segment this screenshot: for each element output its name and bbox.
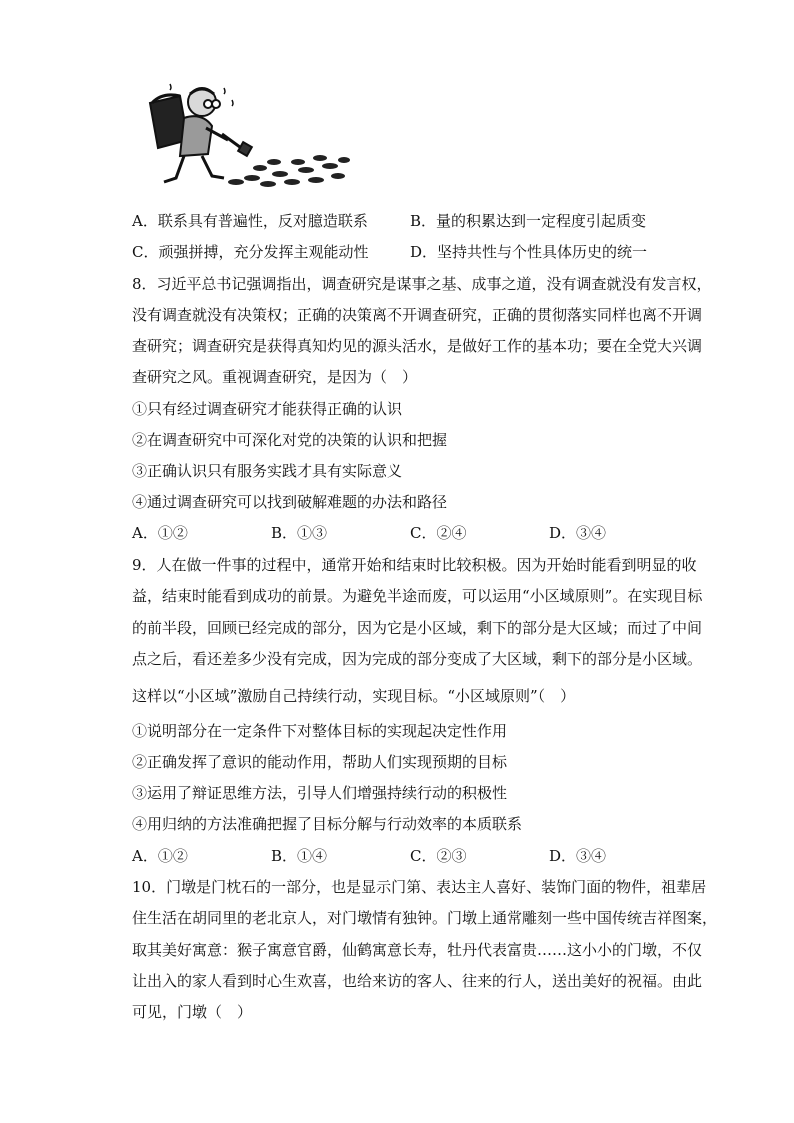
q9-option-c[interactable]: C．②③ (410, 847, 467, 865)
q9-stem-line: 9．人在做一件事的过程中，通常开始和结束时比较积极。因为开始时能看到明显的收 (132, 556, 697, 574)
q10-stem-line: 可见，门墩（ ） (132, 1003, 253, 1021)
q8-stem-line: 8．习近平总书记强调指出，调查研究是谋事之基、成事之道，没有调查就没有发言权， (132, 275, 712, 293)
q8-stem-line: 查研究之风。重视调查研究，是因为（ ） (132, 368, 418, 386)
q9-option-d[interactable]: D．③④ (549, 847, 607, 865)
q10-stem-line: 住生活在胡同里的老北京人，对门墩情有独钟。门墩上通常雕刻一些中国传统吉祥图案， (132, 909, 718, 927)
q7-option-b[interactable]: B．量的积累达到一定程度引起质变 (410, 212, 647, 230)
q7-option-d[interactable]: D．坚持共性与个性具体历史的统一 (410, 243, 648, 261)
person-figure (150, 84, 252, 182)
q10-stem-line: 10．门墩是门枕石的一部分，也是显示门第、表达主人喜好、装饰门面的物件，祖辈居 (132, 878, 707, 896)
q8-option-b[interactable]: B．①③ (271, 524, 328, 542)
q9-stem-line: 点之后，看还差多少没有完成，因为完成的部分变成了大区域，剩下的部分是小区域。 (132, 650, 703, 668)
q10-stem-line: 取其美好寓意：猴子寓意官爵，仙鹤寓意长寿，牡丹代表富贵……这小小的门墩，不仅 (132, 941, 703, 959)
q9-statement: ③运用了辩证思维方法，引导人们增强持续行动的积极性 (132, 784, 508, 802)
q8-statement: ③正确认识只有服务实践才具有实际意义 (132, 462, 403, 480)
q8-statement: ①只有经过调查研究才能获得正确的认识 (132, 400, 403, 418)
q8-option-c[interactable]: C．②④ (410, 524, 467, 542)
q9-option-a[interactable]: A．①② (132, 847, 188, 865)
q9-option-b[interactable]: B．①④ (271, 847, 328, 865)
q8-option-a[interactable]: A．①② (132, 524, 188, 542)
q8-stem-line: 查研究；调查研究是获得真知灼见的源头活水，是做好工作的基本功；要在全党大兴调 (132, 337, 703, 355)
footprints (228, 155, 350, 187)
q8-statement: ④通过调查研究可以找到破解难题的办法和路径 (132, 493, 448, 511)
q9-stem-line: 的前半段，回顾已经完成的部分，因为它是小区域，剩下的部分是大区域；而过了中间 (132, 619, 703, 637)
q8-option-d[interactable]: D．③④ (549, 524, 607, 542)
q9-stem-line: 这样以“小区域”激励自己持续行动，实现目标。“小区域原则”（ ） (132, 687, 576, 705)
q7-option-c[interactable]: C．顽强拼搏，充分发挥主观能动性 (132, 243, 369, 261)
q10-stem-line: 让出入的家人看到时心生欢喜，也给来访的客人、往来的行人，送出美好的祝福。由此 (132, 972, 703, 990)
q9-stem-line: 益，结束时能看到成功的前景。为避免半途而废，可以运用“小区域原则”。在实现目标 (132, 587, 703, 605)
q8-statement: ②在调查研究中可深化对党的决策的认识和把握 (132, 431, 448, 449)
q9-statement: ②正确发挥了意识的能动作用，帮助人们实现预期的目标 (132, 753, 508, 771)
q9-statement: ④用归纳的方法准确把握了目标分解与行动效率的本质联系 (132, 815, 523, 833)
worker-footprints-illustration (140, 78, 352, 194)
q9-statement: ①说明部分在一定条件下对整体目标的实现起决定性作用 (132, 722, 508, 740)
q7-option-a[interactable]: A．联系具有普遍性，反对臆造联系 (132, 212, 368, 230)
q8-stem-line: 没有调查就没有决策权；正确的决策离不开调查研究，正确的贯彻落实同样也离不开调 (132, 306, 703, 324)
